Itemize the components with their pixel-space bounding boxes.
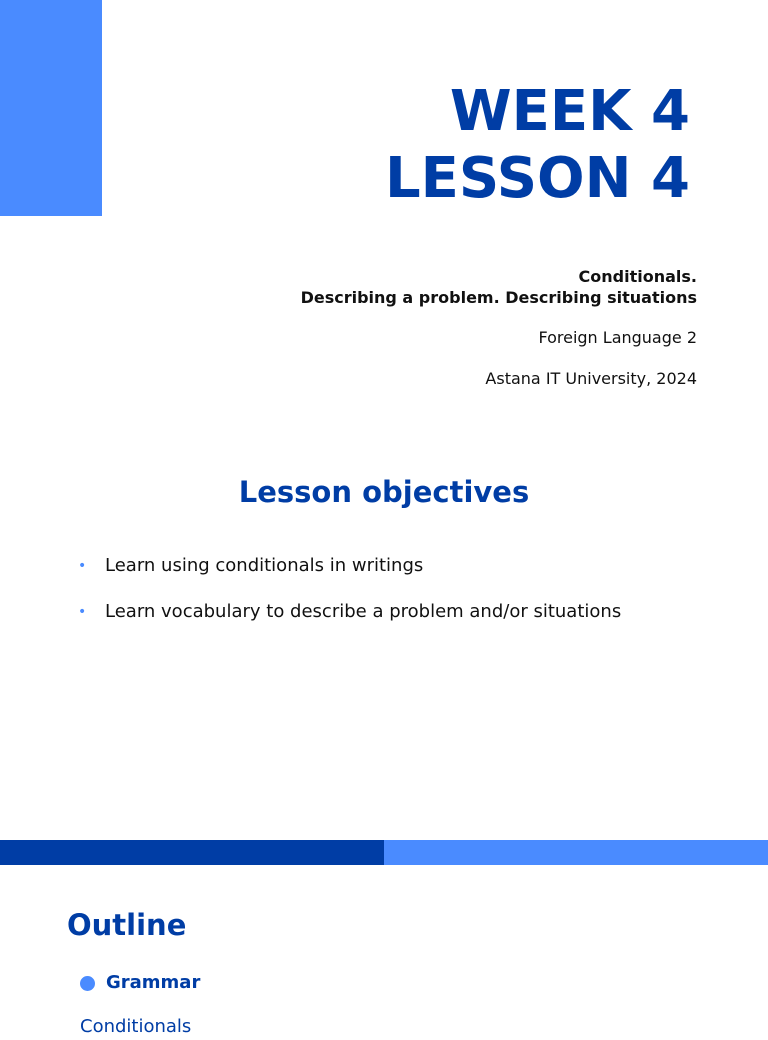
outline-item-grammar [80,970,200,996]
course-name: Foreign Language 2 [538,328,697,347]
bullet-dot-icon [80,976,95,991]
title-week: WEEK 4 [449,79,690,144]
objectives-list [78,553,621,645]
outline-sub-item-partial: Conditionals [80,1016,192,1037]
bullet-icon: • [78,558,87,574]
bullet-icon: • [78,604,87,620]
objective-item [78,553,621,599]
objective-text: Learn using conditionals in writings [105,555,424,576]
subtitle-description: Describing a problem. Describing situations [300,288,697,307]
university-name: Astana IT University, 2024 [485,369,697,388]
divider-dark-segment [0,840,384,865]
title-slide-subtitle [301,266,697,308]
title-slide-title [385,78,690,212]
objectives-heading: Lesson objectives [238,475,530,509]
outline-heading: Outline [67,908,187,942]
title-lesson: LESSON 4 [384,146,690,211]
divider-light-segment [384,840,768,865]
decorative-corner-block [0,0,102,216]
objective-text: Learn vocabulary to describe a problem and/or situations [105,601,622,622]
subtitle-topic: Conditionals. [578,267,697,286]
objective-item [78,599,621,645]
outline-item-label: Grammar [106,972,201,993]
slide-divider-bar [0,840,768,865]
